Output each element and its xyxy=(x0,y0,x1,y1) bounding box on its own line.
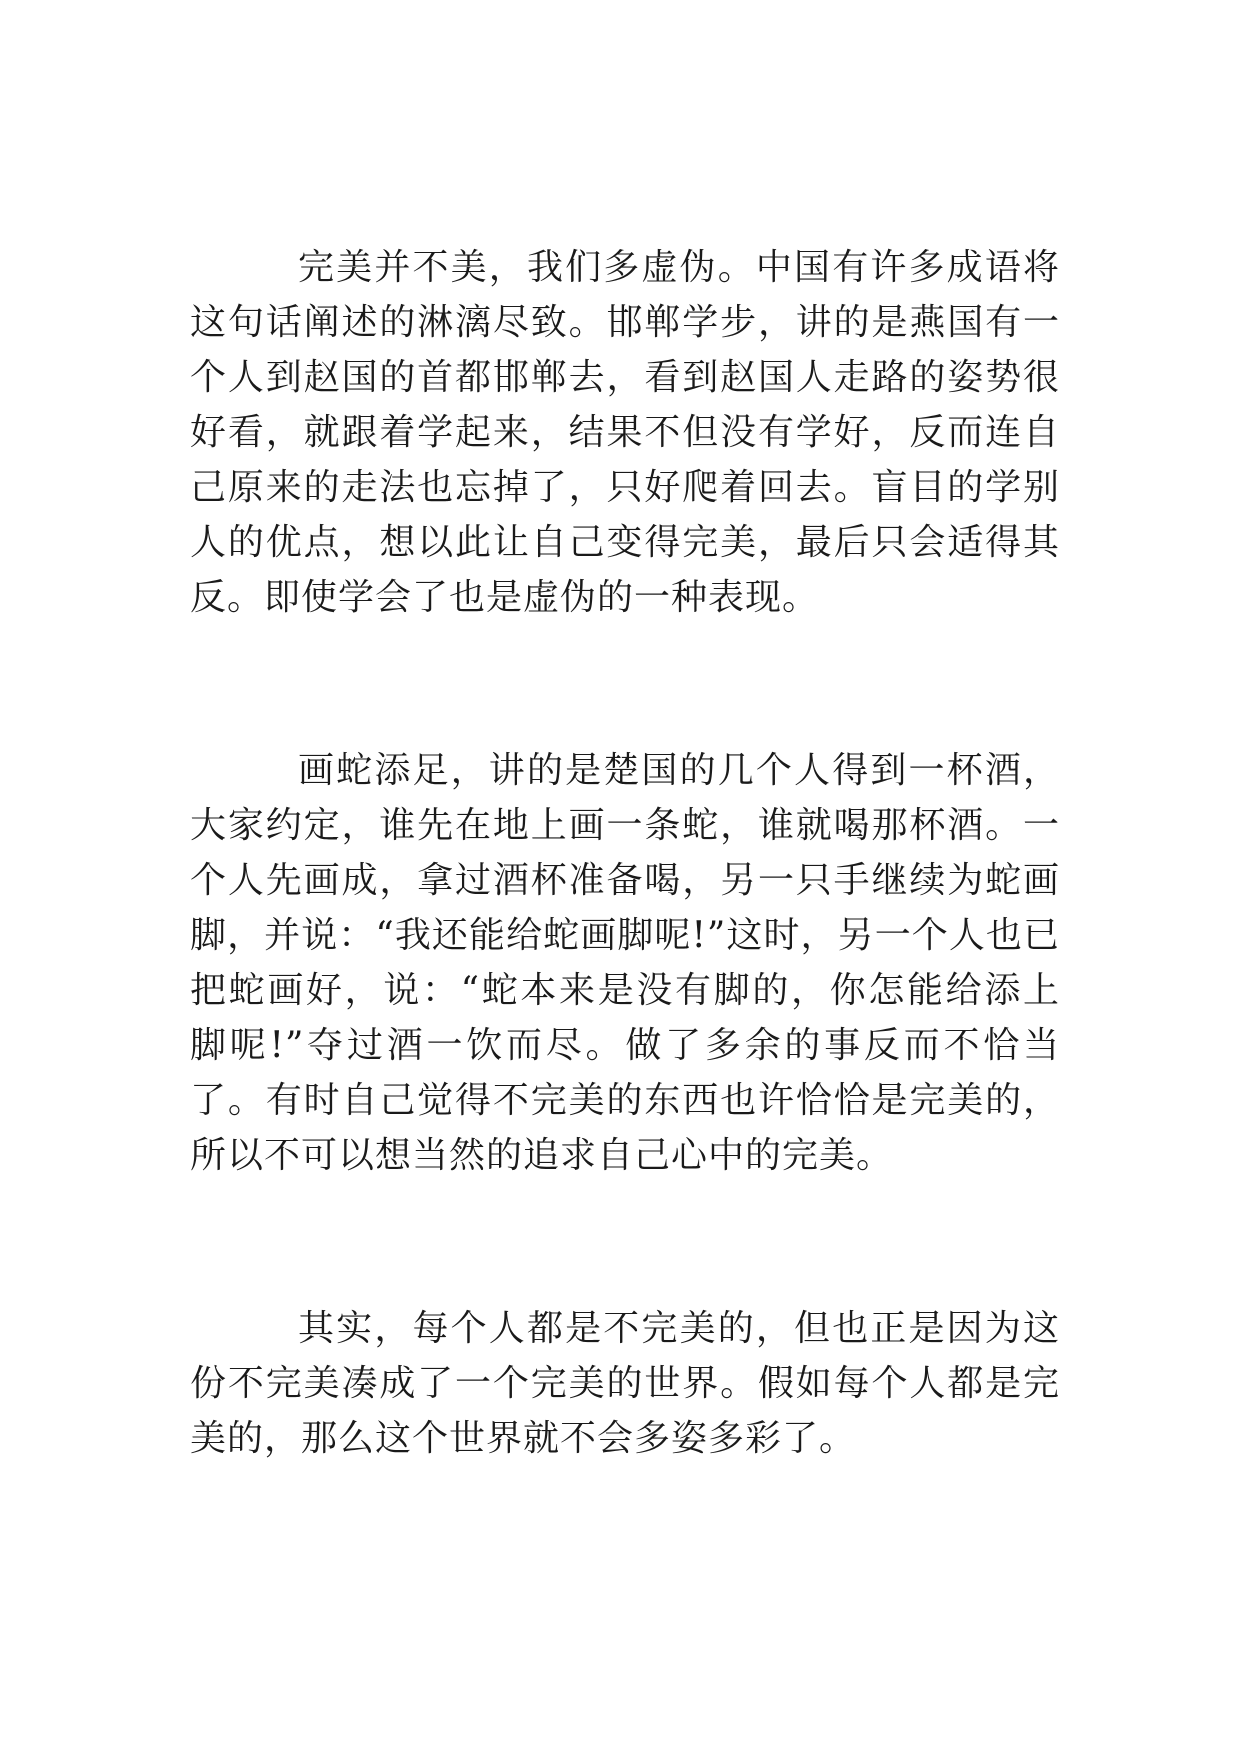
paragraph-3: 其实，每个人都是不完美的，但也正是因为这份不完美凑成了一个完美的世界。假如每个人都是完美的，那么这个世界就不会多姿多彩了。 xyxy=(190,1308,1060,1459)
document-body xyxy=(190,240,1060,1584)
paragraph-2: 画蛇添足，讲的是楚国的几个人得到一杯酒，大家约定，谁先在地上画一条蛇，谁就喝那杯酒。一个人先画成，拿过酒杯准备喝，另一只手继续为蛇画脚，并说：“我还能给蛇画脚呢!”这时，另一个人也已把蛇画好，说：“蛇本来是没有脚的，你怎能给添上脚呢!”夺过酒一饮而尽。做了多余的事反而不恰当了。有时自己觉得不完美的东西也许恰恰是完美的，所以不可以想当然的追求自己心中的完美。 xyxy=(190,750,1060,1176)
paragraph-1: 完美并不美，我们多虚伪。中国有许多成语将这句话阐述的淋漓尽致。邯郸学步，讲的是燕国有一个人到赵国的首都邯郸去，看到赵国人走路的姿势很好看，就跟着学起来，结果不但没有学好，反而连自己原来的走法也忘掉了，只好爬着回去。盲目的学别人的优点，想以此让自己变得完美，最后只会适得其反。即使学会了也是虚伪的一种表现。 xyxy=(190,247,1060,618)
